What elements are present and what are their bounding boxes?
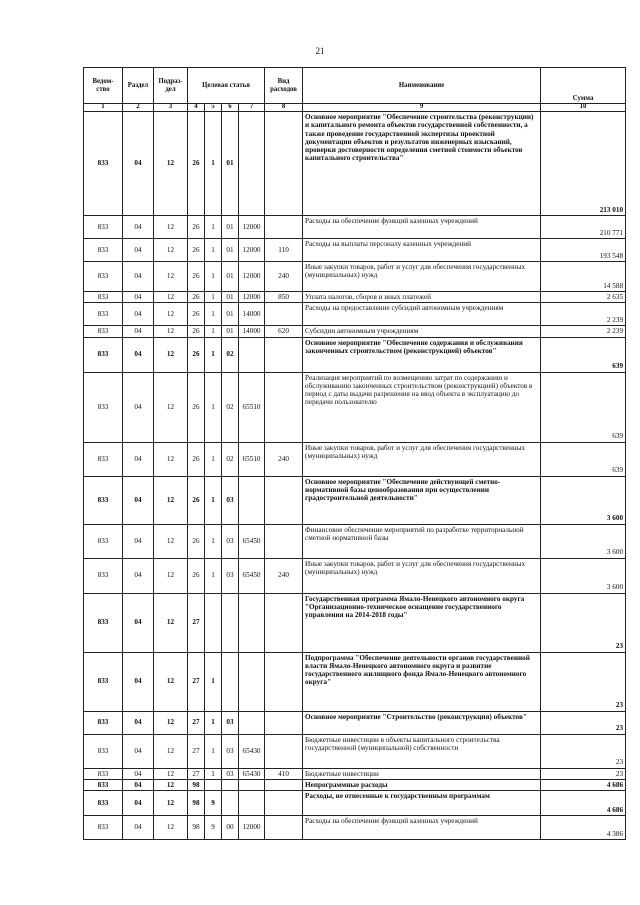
cell-sum: 4 386 <box>541 816 626 840</box>
cell-target-1: 26 <box>188 326 205 337</box>
cell-target-4 <box>239 593 265 652</box>
cell-razdel: 04 <box>123 326 154 337</box>
cell-target-3: 01 <box>222 262 239 292</box>
cell-sum: 3 600 <box>541 558 626 593</box>
cell-name: Иные закупки товаров, работ и услуг для обеспечения государственных (муниципальных) нужд <box>303 558 541 593</box>
cell-razdel: 04 <box>123 337 154 372</box>
cell-razdel: 04 <box>123 262 154 292</box>
cell-podrazdel: 12 <box>154 442 188 476</box>
cell-target-4: 65450 <box>239 524 265 558</box>
cell-vedomstvo: 833 <box>84 524 123 558</box>
column-numbers-row <box>84 104 626 112</box>
cell-target-4 <box>239 711 265 734</box>
cell-target-1: 27 <box>188 652 205 711</box>
cell-name: Основное мероприятие "Обеспечение строительства (реконструкции) и капитального ремонта объектов государственной собственности, а также проведение государственной экспертизы проектной документации объектов и результатов инженерных изысканий, проверки достоверности определения сметной стоимости объектов капитального строительства" <box>303 112 541 216</box>
cell-name: Бюджетные инвестиции в объекты капитального строительства государственной (муниципальной) собственности <box>303 734 541 768</box>
cell-razdel: 04 <box>123 112 154 216</box>
cell-sum: 2 239 <box>541 303 626 326</box>
cell-name: Государственная программа Ямало-Ненецкого автономного округа "Организационно-техническое оснащение государственного управления на 2014-2018 годы" <box>303 593 541 652</box>
cell-target-2: 1 <box>205 442 222 476</box>
cell-expense-type <box>265 593 303 652</box>
cell-vedomstvo: 833 <box>84 768 123 779</box>
cell-podrazdel: 12 <box>154 652 188 711</box>
cell-sum: 3 600 <box>541 476 626 524</box>
cell-razdel: 04 <box>123 216 154 239</box>
cell-target-2: 1 <box>205 292 222 303</box>
cell-vedomstvo: 833 <box>84 239 123 262</box>
cell-podrazdel: 12 <box>154 476 188 524</box>
col-header-razdel: Раздел <box>123 68 154 104</box>
table-row <box>84 112 626 216</box>
table-row <box>84 216 626 239</box>
cell-vedomstvo: 833 <box>84 779 123 790</box>
cell-sum: 23 <box>541 768 626 779</box>
cell-target-3 <box>222 593 239 652</box>
cell-name: Иные закупки товаров, работ и услуг для обеспечения государственных (муниципальных) нужд <box>303 442 541 476</box>
cell-expense-type <box>265 791 303 816</box>
cell-target-3 <box>222 791 239 816</box>
cell-name: Уплата налогов, сборов и иных платежей <box>303 292 541 303</box>
cell-razdel: 04 <box>123 593 154 652</box>
cell-target-4: 14000 <box>239 326 265 337</box>
table-row <box>84 768 626 779</box>
col-header-podrazdel: Подраз-дел <box>154 68 188 104</box>
table-row <box>84 524 626 558</box>
cell-podrazdel: 12 <box>154 292 188 303</box>
cell-target-2: 1 <box>205 768 222 779</box>
cell-target-4: 12000 <box>239 292 265 303</box>
cell-expense-type: 850 <box>265 292 303 303</box>
cell-razdel: 04 <box>123 816 154 840</box>
col-header-sum: Сумма <box>541 68 626 104</box>
col-number: 8 <box>265 104 303 112</box>
cell-vedomstvo: 833 <box>84 292 123 303</box>
cell-target-1: 26 <box>188 524 205 558</box>
cell-target-4: 12000 <box>239 216 265 239</box>
cell-target-4: 65510 <box>239 442 265 476</box>
table-row <box>84 791 626 816</box>
table-row <box>84 303 626 326</box>
table-row <box>84 292 626 303</box>
cell-vedomstvo: 833 <box>84 476 123 524</box>
cell-razdel: 04 <box>123 476 154 524</box>
cell-target-3: 02 <box>222 372 239 442</box>
cell-vedomstvo: 833 <box>84 112 123 216</box>
cell-target-1: 26 <box>188 442 205 476</box>
table-row <box>84 337 626 372</box>
cell-sum: 2 239 <box>541 326 626 337</box>
cell-sum: 639 <box>541 442 626 476</box>
cell-target-3: 03 <box>222 711 239 734</box>
cell-target-4 <box>239 791 265 816</box>
cell-target-2: 1 <box>205 262 222 292</box>
cell-razdel: 04 <box>123 558 154 593</box>
cell-podrazdel: 12 <box>154 239 188 262</box>
cell-expense-type <box>265 734 303 768</box>
cell-name: Иные закупки товаров, работ и услуг для обеспечения государственных (муниципальных) нужд <box>303 262 541 292</box>
cell-name: Расходы на обеспечение функций казенных учреждений <box>303 216 541 239</box>
cell-vedomstvo: 833 <box>84 734 123 768</box>
cell-vedomstvo: 833 <box>84 262 123 292</box>
cell-podrazdel: 12 <box>154 216 188 239</box>
cell-target-3: 03 <box>222 558 239 593</box>
cell-target-2 <box>205 593 222 652</box>
cell-target-3: 01 <box>222 216 239 239</box>
cell-target-4: 12000 <box>239 262 265 292</box>
cell-expense-type <box>265 216 303 239</box>
cell-razdel: 04 <box>123 442 154 476</box>
cell-expense-type: 410 <box>265 768 303 779</box>
cell-target-4: 12000 <box>239 239 265 262</box>
cell-podrazdel: 12 <box>154 779 188 790</box>
cell-sum: 193 548 <box>541 239 626 262</box>
cell-vedomstvo: 833 <box>84 372 123 442</box>
cell-vedomstvo: 833 <box>84 711 123 734</box>
cell-target-3: 03 <box>222 734 239 768</box>
cell-razdel: 04 <box>123 779 154 790</box>
cell-target-2: 1 <box>205 476 222 524</box>
cell-razdel: 04 <box>123 372 154 442</box>
cell-target-1: 26 <box>188 112 205 216</box>
cell-target-2: 1 <box>205 303 222 326</box>
cell-vedomstvo: 833 <box>84 216 123 239</box>
cell-target-3: 01 <box>222 303 239 326</box>
budget-table <box>83 67 626 840</box>
cell-podrazdel: 12 <box>154 734 188 768</box>
cell-vedomstvo: 833 <box>84 816 123 840</box>
cell-name: Основное мероприятие "Обеспечение действующей сметно-нормативной базы ценообразования при осуществлении градостроительной деятельности" <box>303 476 541 524</box>
cell-sum: 23 <box>541 593 626 652</box>
cell-name: Расходы, не отнесенные к государственным программам <box>303 791 541 816</box>
cell-vedomstvo: 833 <box>84 337 123 372</box>
cell-target-1: 26 <box>188 216 205 239</box>
cell-name: Расходы на выплаты персоналу казенных учреждений <box>303 239 541 262</box>
cell-target-1: 98 <box>188 816 205 840</box>
cell-razdel: 04 <box>123 652 154 711</box>
cell-name: Субсидии автономным учреждениям <box>303 326 541 337</box>
cell-target-2: 9 <box>205 816 222 840</box>
cell-expense-type: 240 <box>265 262 303 292</box>
table-header-row <box>84 68 626 104</box>
table-row <box>84 652 626 711</box>
table-body <box>84 112 626 840</box>
col-header-target-article: Целевая статья <box>188 68 265 104</box>
col-number: 10 <box>541 104 626 112</box>
cell-sum: 639 <box>541 372 626 442</box>
cell-name: Расходы на обеспечение функций казенных учреждений <box>303 816 541 840</box>
cell-sum: 14 588 <box>541 262 626 292</box>
cell-target-1: 26 <box>188 262 205 292</box>
cell-name: Основное мероприятие "Обеспечение содержания и обслуживания законченных строительством (реконструкцией) объектов" <box>303 337 541 372</box>
col-header-vedomstvo: Ведом-ство <box>84 68 123 104</box>
cell-vedomstvo: 833 <box>84 558 123 593</box>
cell-razdel: 04 <box>123 734 154 768</box>
cell-target-4 <box>239 476 265 524</box>
col-header-expense-type: Вид расходов <box>265 68 303 104</box>
cell-podrazdel: 12 <box>154 337 188 372</box>
table-row <box>84 442 626 476</box>
cell-target-4 <box>239 337 265 372</box>
cell-sum: 4 686 <box>541 791 626 816</box>
cell-podrazdel: 12 <box>154 262 188 292</box>
cell-podrazdel: 12 <box>154 524 188 558</box>
cell-target-2: 1 <box>205 216 222 239</box>
cell-razdel: 04 <box>123 711 154 734</box>
cell-target-1: 27 <box>188 734 205 768</box>
cell-name: Основное мероприятие "Строительство (реконструкция) объектов" <box>303 711 541 734</box>
cell-target-1: 26 <box>188 303 205 326</box>
cell-target-3: 01 <box>222 239 239 262</box>
cell-target-2: 1 <box>205 239 222 262</box>
table-row <box>84 239 626 262</box>
cell-expense-type: 240 <box>265 558 303 593</box>
cell-sum: 23 <box>541 652 626 711</box>
cell-target-4 <box>239 779 265 790</box>
cell-target-2: 1 <box>205 372 222 442</box>
cell-target-3: 02 <box>222 442 239 476</box>
cell-razdel: 04 <box>123 239 154 262</box>
cell-target-4: 65430 <box>239 768 265 779</box>
cell-target-3: 01 <box>222 112 239 216</box>
cell-expense-type <box>265 476 303 524</box>
col-number: 4 <box>188 104 205 112</box>
cell-podrazdel: 12 <box>154 326 188 337</box>
cell-target-2: 1 <box>205 112 222 216</box>
table-row <box>84 262 626 292</box>
cell-target-3 <box>222 779 239 790</box>
table-row <box>84 734 626 768</box>
cell-target-3 <box>222 652 239 711</box>
cell-target-1: 26 <box>188 239 205 262</box>
cell-target-4: 65450 <box>239 558 265 593</box>
cell-target-1: 98 <box>188 779 205 790</box>
cell-podrazdel: 12 <box>154 768 188 779</box>
cell-target-1: 26 <box>188 476 205 524</box>
cell-target-3: 01 <box>222 292 239 303</box>
cell-target-3: 03 <box>222 476 239 524</box>
cell-razdel: 04 <box>123 768 154 779</box>
cell-sum: 210 771 <box>541 216 626 239</box>
cell-podrazdel: 12 <box>154 791 188 816</box>
cell-vedomstvo: 833 <box>84 442 123 476</box>
cell-target-3: 03 <box>222 524 239 558</box>
cell-podrazdel: 12 <box>154 711 188 734</box>
cell-sum: 3 600 <box>541 524 626 558</box>
cell-razdel: 04 <box>123 524 154 558</box>
cell-vedomstvo: 833 <box>84 326 123 337</box>
cell-target-3: 00 <box>222 816 239 840</box>
cell-razdel: 04 <box>123 303 154 326</box>
cell-name: Финансовое обеспечение мероприятий по разработке территориальной сметной нормативной базы <box>303 524 541 558</box>
cell-name: Непрограммные расходы <box>303 779 541 790</box>
table-row <box>84 816 626 840</box>
cell-expense-type <box>265 337 303 372</box>
col-number: 7 <box>239 104 265 112</box>
cell-target-2: 9 <box>205 791 222 816</box>
table-row <box>84 558 626 593</box>
cell-target-2: 1 <box>205 711 222 734</box>
table-row <box>84 593 626 652</box>
cell-podrazdel: 12 <box>154 303 188 326</box>
cell-expense-type <box>265 372 303 442</box>
col-number: 2 <box>123 104 154 112</box>
cell-vedomstvo: 833 <box>84 593 123 652</box>
cell-expense-type <box>265 303 303 326</box>
cell-razdel: 04 <box>123 292 154 303</box>
cell-target-2: 1 <box>205 558 222 593</box>
table-row <box>84 476 626 524</box>
cell-target-1: 26 <box>188 372 205 442</box>
cell-target-4: 14000 <box>239 303 265 326</box>
cell-name: Реализация мероприятий по возмещению затрат по содержанию и обслуживанию законченных строительством (реконструкцией) объектов в период с даты выдачи разрешения на ввод объекта в эксплуатацию до передачи пользователю <box>303 372 541 442</box>
table-row <box>84 711 626 734</box>
cell-podrazdel: 12 <box>154 816 188 840</box>
table-row <box>84 326 626 337</box>
cell-expense-type <box>265 711 303 734</box>
cell-podrazdel: 12 <box>154 593 188 652</box>
cell-target-4: 65430 <box>239 734 265 768</box>
cell-target-2: 1 <box>205 652 222 711</box>
cell-target-4: 12000 <box>239 816 265 840</box>
cell-razdel: 04 <box>123 791 154 816</box>
cell-expense-type <box>265 112 303 216</box>
cell-target-1: 27 <box>188 768 205 779</box>
cell-vedomstvo: 833 <box>84 303 123 326</box>
cell-target-4 <box>239 652 265 711</box>
cell-expense-type <box>265 816 303 840</box>
cell-target-3: 03 <box>222 768 239 779</box>
cell-podrazdel: 12 <box>154 112 188 216</box>
cell-target-3: 02 <box>222 337 239 372</box>
col-number: 3 <box>154 104 188 112</box>
cell-expense-type <box>265 779 303 790</box>
cell-sum: 4 686 <box>541 779 626 790</box>
cell-name: Расходы на предоставление субсидий автономным учреждениям <box>303 303 541 326</box>
cell-sum: 23 <box>541 711 626 734</box>
col-number: 5 <box>205 104 222 112</box>
cell-podrazdel: 12 <box>154 558 188 593</box>
cell-target-2: 1 <box>205 337 222 372</box>
cell-target-2: 1 <box>205 326 222 337</box>
cell-target-3: 01 <box>222 326 239 337</box>
cell-sum: 639 <box>541 337 626 372</box>
col-header-name: Наименование <box>303 68 541 104</box>
cell-target-1: 26 <box>188 292 205 303</box>
cell-target-2 <box>205 779 222 790</box>
cell-target-1: 26 <box>188 558 205 593</box>
col-number: 6 <box>222 104 239 112</box>
cell-target-4 <box>239 112 265 216</box>
cell-target-2: 1 <box>205 734 222 768</box>
cell-target-1: 98 <box>188 791 205 816</box>
cell-target-1: 27 <box>188 593 205 652</box>
cell-expense-type: 110 <box>265 239 303 262</box>
cell-expense-type <box>265 652 303 711</box>
cell-name: Подпрограмма "Обеспечение деятельности органов государственной власти Ямало-Ненецкого автономного округа и развитие государственного жилищного фонда Ямало-Ненецкого автономного округа" <box>303 652 541 711</box>
cell-sum: 2 635 <box>541 292 626 303</box>
table-row <box>84 779 626 790</box>
cell-target-1: 26 <box>188 337 205 372</box>
cell-name: Бюджетные инвестиции <box>303 768 541 779</box>
cell-target-4: 65510 <box>239 372 265 442</box>
cell-vedomstvo: 833 <box>84 652 123 711</box>
cell-target-1: 27 <box>188 711 205 734</box>
col-number: 9 <box>303 104 541 112</box>
page-number: 21 <box>315 46 325 56</box>
cell-sum: 213 010 <box>541 112 626 216</box>
cell-expense-type <box>265 524 303 558</box>
cell-vedomstvo: 833 <box>84 791 123 816</box>
cell-sum: 23 <box>541 734 626 768</box>
cell-podrazdel: 12 <box>154 372 188 442</box>
cell-target-2: 1 <box>205 524 222 558</box>
cell-expense-type: 240 <box>265 442 303 476</box>
table-row <box>84 372 626 442</box>
col-number: 1 <box>84 104 123 112</box>
cell-expense-type: 620 <box>265 326 303 337</box>
